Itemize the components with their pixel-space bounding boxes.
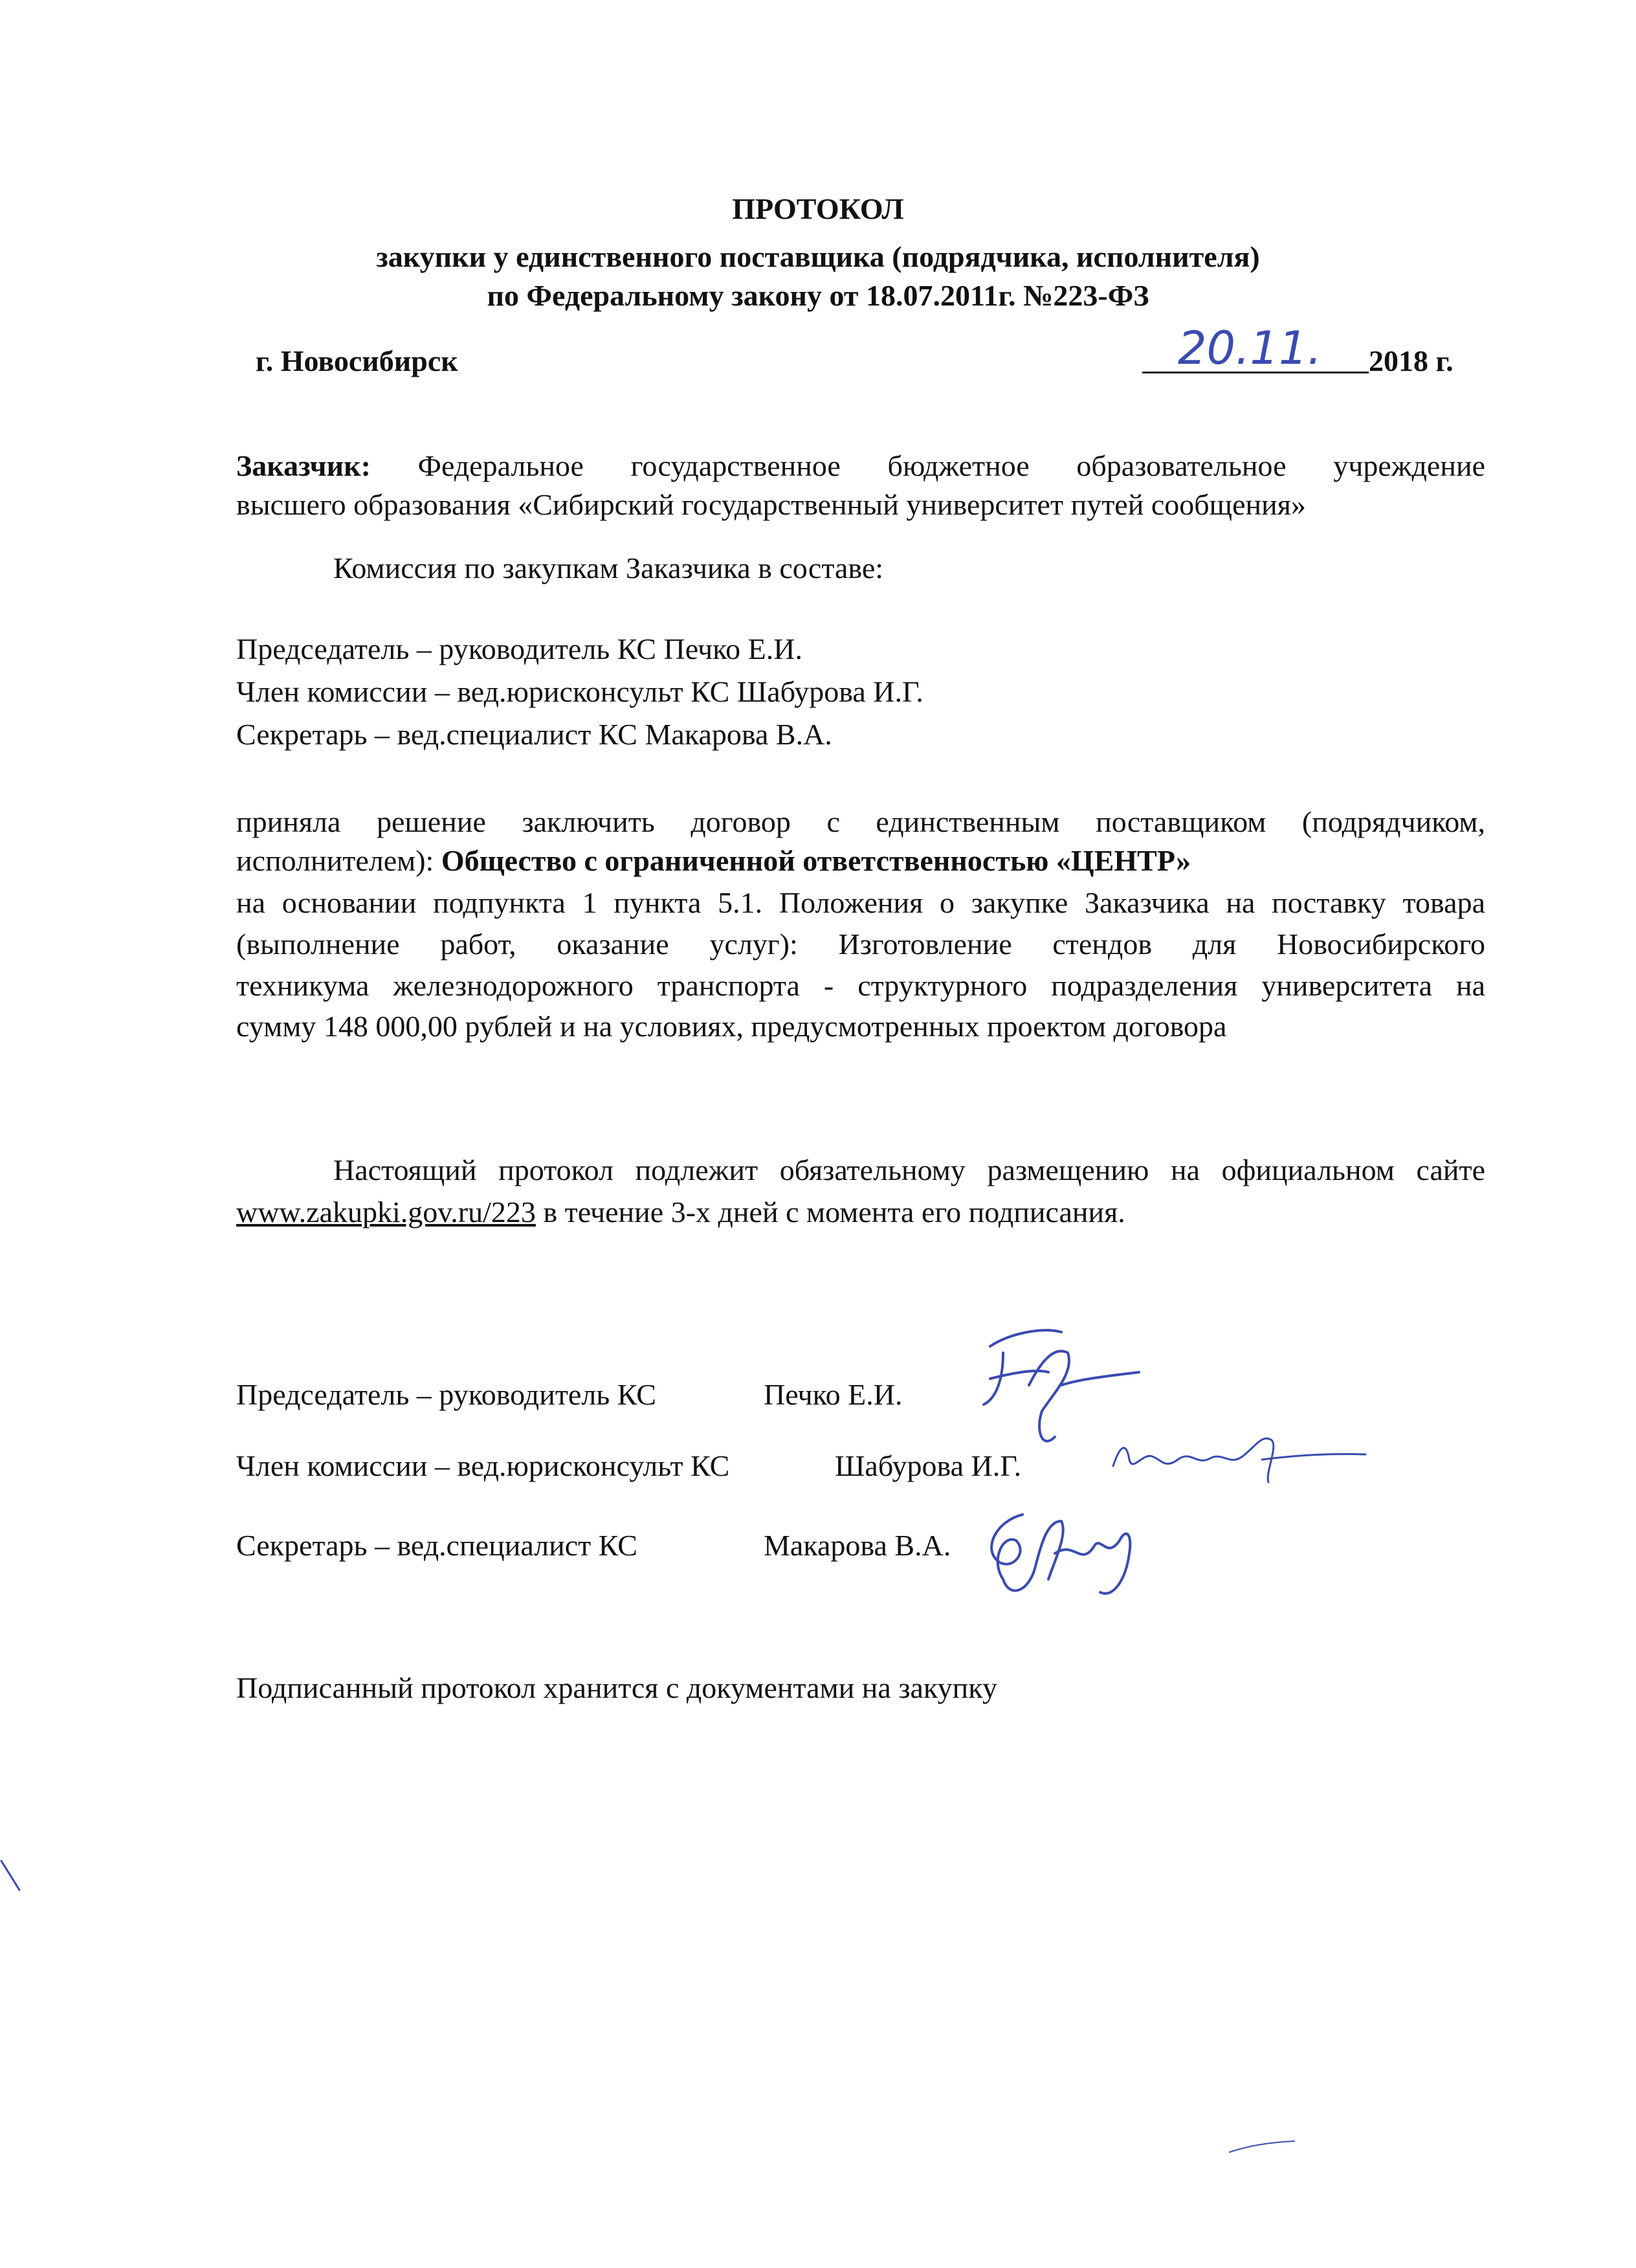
signature-role: Председатель – руководитель КС [236,1378,656,1411]
publication-suffix: в течение 3-х дней с момента его подписания. [535,1195,1125,1228]
commission-intro: Комиссия по закупкам Заказчика в составе: [333,551,884,584]
secretary-signature-image [971,1495,1139,1618]
svg-text:20.11.: 20.11. [1178,322,1322,375]
storage-note: Подписанный протокол хранится с документами на закупку [236,1671,997,1704]
date-year: 2018 г. [1369,344,1454,377]
decision-line: сумму 148 000,00 рублей и на условиях, предусмотренных проектом договора [236,1010,1227,1043]
document-law-reference: по Федеральному закону от 18.07.2011г. №223-ФЗ [487,279,1149,312]
decision-line [236,846,1191,876]
city: г. Новосибирск [256,344,458,377]
decision-line: техникума железнодорожного транспорта - структурного подразделения университета на [236,969,1485,1002]
signature-name: Печко Е.И. [764,1378,903,1411]
decision-line: на основании подпункта 1 пункта 5.1. Положения о закупке Заказчика на поставку товара [236,886,1485,919]
customer-line-1 [236,451,1485,481]
document-subtitle: закупки у единственного поставщика (подрядчика, исполнителя) [376,240,1260,273]
supplier-name: Общество с ограниченной ответственностью «ЦЕНТР» [441,844,1191,877]
publication-line-1: Настоящий протокол подлежит обязательному размещению на официальном сайте [333,1153,1485,1186]
publication-line-2 [236,1197,1125,1227]
commission-member: Председатель – руководитель КС Печко Е.И. [236,632,802,665]
signature-role: Секретарь – вед.специалист КС [236,1529,637,1562]
zakupki-link[interactable]: www.zakupki.gov.ru/223 [236,1195,536,1228]
member-signature-image [1107,1421,1378,1492]
decision-prefix: исполнителем): [236,844,441,877]
commission-member: Член комиссии – вед.юрисконсульт КС Шабурова И.Г. [236,675,923,708]
customer-line-2: высшего образования «Сибирский государственный университет путей сообщения» [236,488,1306,521]
document-title: ПРОТОКОЛ [732,192,904,225]
decision-line: (выполнение работ, оказание услуг): Изготовление стендов для Новосибирского [236,928,1485,961]
decision-line: приняла решение заключить договор с единственным поставщиком (подрядчиком, [236,805,1485,838]
scan-mark [0,1858,26,1896]
commission-member: Секретарь – вед.специалист КС Макарова В.А. [236,718,832,751]
signature-name: Макарова В.А. [764,1529,951,1562]
customer-name-part1: Федеральное государственное бюджетное образовательное учреждение [417,449,1485,482]
signature-role: Член комиссии – вед.юрисконсульт КС [236,1449,730,1482]
signature-name: Шабурова И.Г. [835,1449,1022,1482]
handwritten-date [1165,317,1378,375]
customer-label: Заказчик: [236,449,371,482]
faint-pencil-mark [1223,2136,1301,2162]
